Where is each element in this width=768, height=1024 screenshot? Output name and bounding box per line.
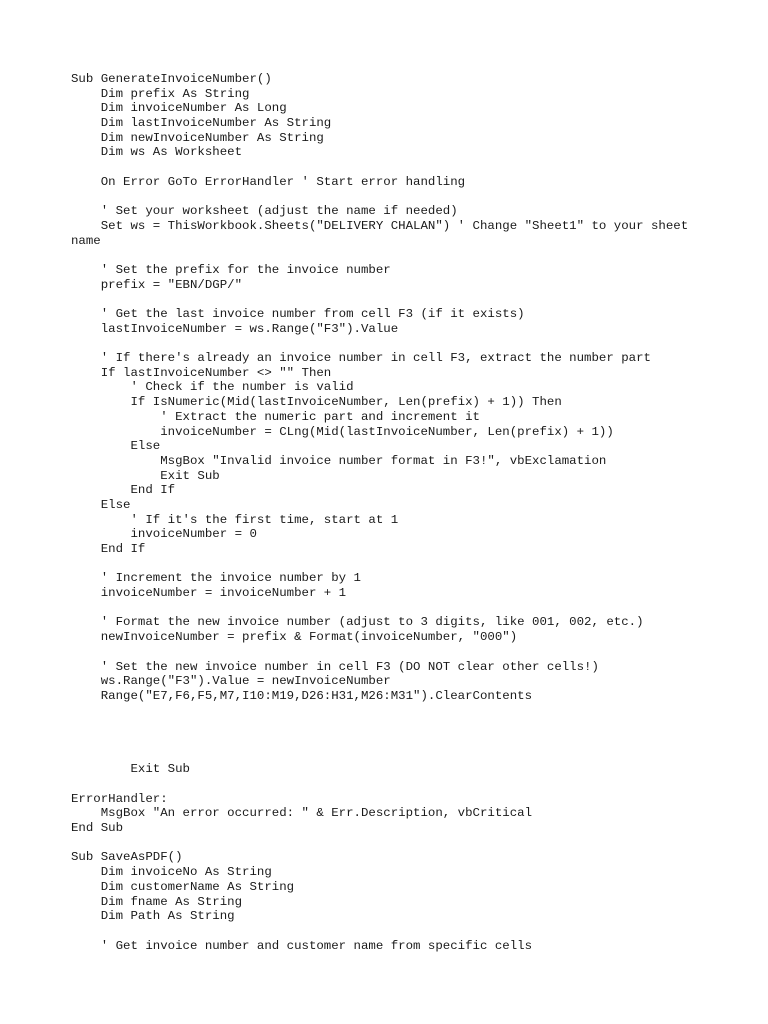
code-line: Exit Sub (71, 762, 190, 777)
code-line: Dim newInvoiceNumber As String (71, 130, 324, 145)
code-line: ErrorHandler: (71, 791, 168, 806)
code-line: Dim ws As Worksheet (71, 145, 243, 160)
vba-code-block (71, 72, 711, 953)
code-line: Exit Sub (71, 468, 220, 483)
code-line: ' Extract the numeric part and increment it (71, 409, 480, 424)
code-line: name (71, 233, 101, 248)
code-line (71, 704, 711, 719)
code-line: Dim prefix As String (71, 86, 250, 101)
code-line: ' Set the new invoice number in cell F3 (DO NOT clear other cells!) (71, 659, 599, 674)
code-line: ws.Range("F3").Value = newInvoiceNumber (71, 674, 391, 689)
code-line: ' Increment the invoice number by 1 (71, 571, 361, 586)
code-line (71, 248, 711, 263)
code-line (71, 748, 711, 763)
code-line: If IsNumeric(Mid(lastInvoiceNumber, Len(prefix) + 1)) Then (71, 395, 562, 410)
code-line: Dim invoiceNumber As Long (71, 101, 287, 116)
code-line: ' Check if the number is valid (71, 380, 354, 395)
code-line: prefix = "EBN/DGP/" (71, 277, 243, 292)
code-line: If lastInvoiceNumber <> "" Then (71, 365, 332, 380)
code-line (71, 601, 711, 616)
code-line (71, 190, 711, 205)
code-line: Sub GenerateInvoiceNumber() (71, 72, 272, 86)
code-line: invoiceNumber = invoiceNumber + 1 (71, 586, 347, 601)
code-line: invoiceNumber = CLng(Mid(lastInvoiceNumber, Len(prefix) + 1)) (71, 424, 614, 439)
code-line (71, 733, 711, 748)
code-line: Dim fname As String (71, 894, 243, 909)
code-line (71, 777, 711, 792)
code-line: MsgBox "Invalid invoice number format in F3!", vbExclamation (71, 453, 607, 468)
code-line: Dim Path As String (71, 909, 235, 924)
code-line: ' If there's already an invoice number in cell F3, extract the number part (71, 351, 651, 366)
code-line: ' Get the last invoice number from cell F3 (if it exists) (71, 307, 525, 321)
code-line: End Sub (71, 821, 124, 836)
code-line: newInvoiceNumber = prefix & Format(invoiceNumber, "000") (71, 630, 518, 645)
code-line (71, 557, 711, 572)
code-line: MsgBox "An error occurred: " & Err.Description, vbCritical (71, 806, 533, 821)
code-line: Dim invoiceNo As String (71, 865, 272, 880)
code-line: Else (71, 439, 161, 454)
code-line (71, 924, 711, 939)
code-line: On Error GoTo ErrorHandler ' Start error handling (71, 174, 466, 189)
code-line (71, 292, 711, 307)
code-line: lastInvoiceNumber = ws.Range("F3").Value (71, 321, 399, 336)
code-line: Set ws = ThisWorkbook.Sheets("DELIVERY CHALAN") ' Change "Sheet1" to your sheet (71, 218, 689, 233)
code-line (71, 336, 711, 351)
code-line (71, 836, 711, 851)
code-line: invoiceNumber = 0 (71, 527, 257, 542)
code-line: Range("E7,F6,F5,M7,I10:M19,D26:H31,M26:M31").ClearContents (71, 688, 533, 703)
code-line: ' Set the prefix for the invoice number (71, 262, 391, 277)
code-line: ' Set your worksheet (adjust the name if needed) (71, 204, 458, 219)
code-line: Dim lastInvoiceNumber As String (71, 116, 332, 131)
code-line: Else (71, 497, 131, 512)
code-line: Dim customerName As String (71, 879, 295, 894)
code-line: ' If it's the first time, start at 1 (71, 512, 399, 527)
code-line (71, 718, 711, 733)
code-line (71, 645, 711, 660)
code-line: ' Format the new invoice number (adjust to 3 digits, like 001, 002, etc.) (71, 615, 644, 630)
code-line (71, 160, 711, 175)
code-line: Sub SaveAsPDF() (71, 850, 183, 865)
code-line: End If (71, 483, 176, 498)
code-line: ' Get invoice number and customer name from specific cells (71, 938, 533, 953)
code-line: End If (71, 542, 146, 556)
